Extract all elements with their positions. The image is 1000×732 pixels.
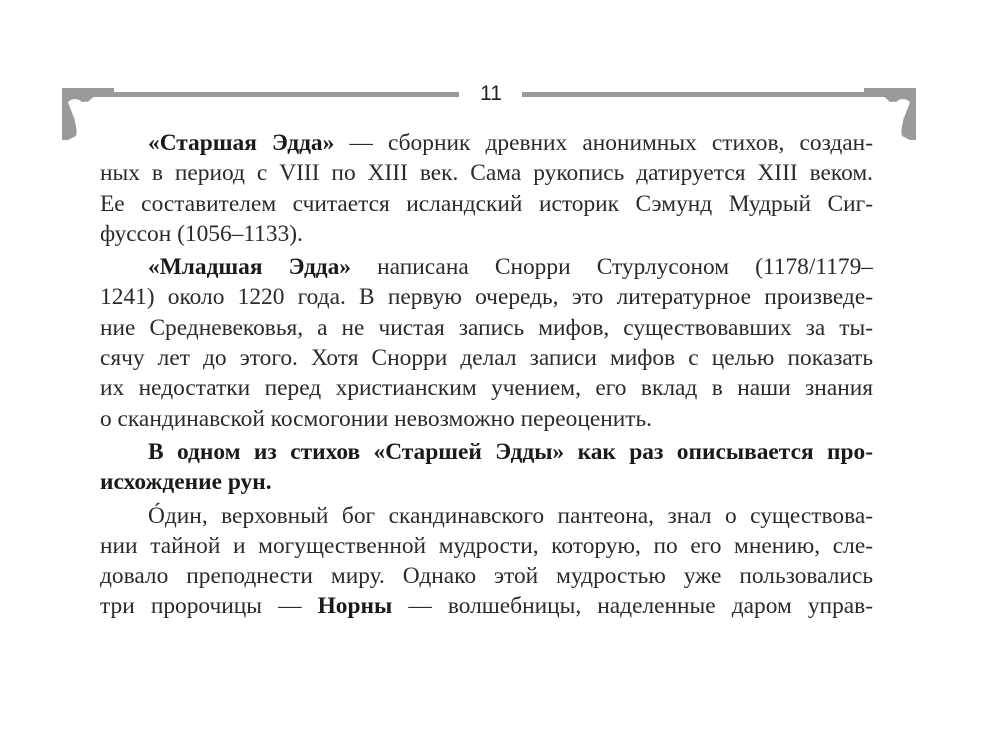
line-text: три пророчицы — [100, 593, 318, 620]
line-text: — сборник древних анонимных стихов, создан- [334, 130, 873, 156]
text-line: нии тайной и могущественной мудрости, которую, по его мнению, сле- [100, 532, 873, 559]
text-line: Ее составителем считается исландский историк Сэмунд Мудрый Сиг- [100, 190, 873, 217]
text-line: их недостатки перед христианским учением, его вклад в наши знания [100, 375, 873, 402]
paragraph-runes-origin [100, 437, 873, 498]
text-line [100, 591, 873, 621]
bold-term: Норны [317, 593, 393, 620]
bold-term: «Старшая Эдда» [148, 130, 335, 156]
paragraph-elder-edda [100, 128, 873, 249]
bold-text: исхождение рун. [100, 469, 272, 496]
text-line [100, 437, 873, 467]
line-text: — волшебницы, наделенные даром управ- [392, 593, 873, 620]
text-line: фуссон (1056–1133). [100, 220, 303, 247]
text-line [100, 128, 873, 158]
text-line: сячу лет до этого. Хотя Снорри делал записи мифов с целью показать [100, 345, 873, 372]
text-line: ние Средневековья, а не чистая запись мифов, существовавших за ты- [100, 314, 873, 341]
paragraph-odin [100, 501, 873, 622]
bold-term: «Младшая Эдда» [148, 254, 351, 281]
text-line [100, 467, 873, 497]
text-line: ных в период с VIII по XIII век. Сама рукопись датируется XIII веком. [100, 160, 873, 187]
page-body [100, 128, 873, 625]
page-number: 11 [480, 82, 502, 105]
header-rule-left [62, 92, 459, 97]
text-line: довало преподнести миру. Однако этой мудростью уже пользовались [100, 563, 873, 590]
text-line: 1241) около 1220 года. В первую очередь, это литературное произведе- [100, 284, 873, 311]
text-line: Óдин, верховный бог скандинавского пантеона, знал о существова- [148, 502, 873, 529]
bold-text: В одном из стихов «Старшей Эдды» как раз описывается про- [148, 438, 873, 465]
line-text: написана Снорри Стурлусоном (1178/1179– [351, 254, 873, 281]
paragraph-younger-edda [100, 252, 873, 434]
text-line [100, 252, 873, 282]
header-rule-right [522, 92, 916, 97]
text-line: о скандинавской космогонии невозможно переоценить. [100, 405, 652, 432]
